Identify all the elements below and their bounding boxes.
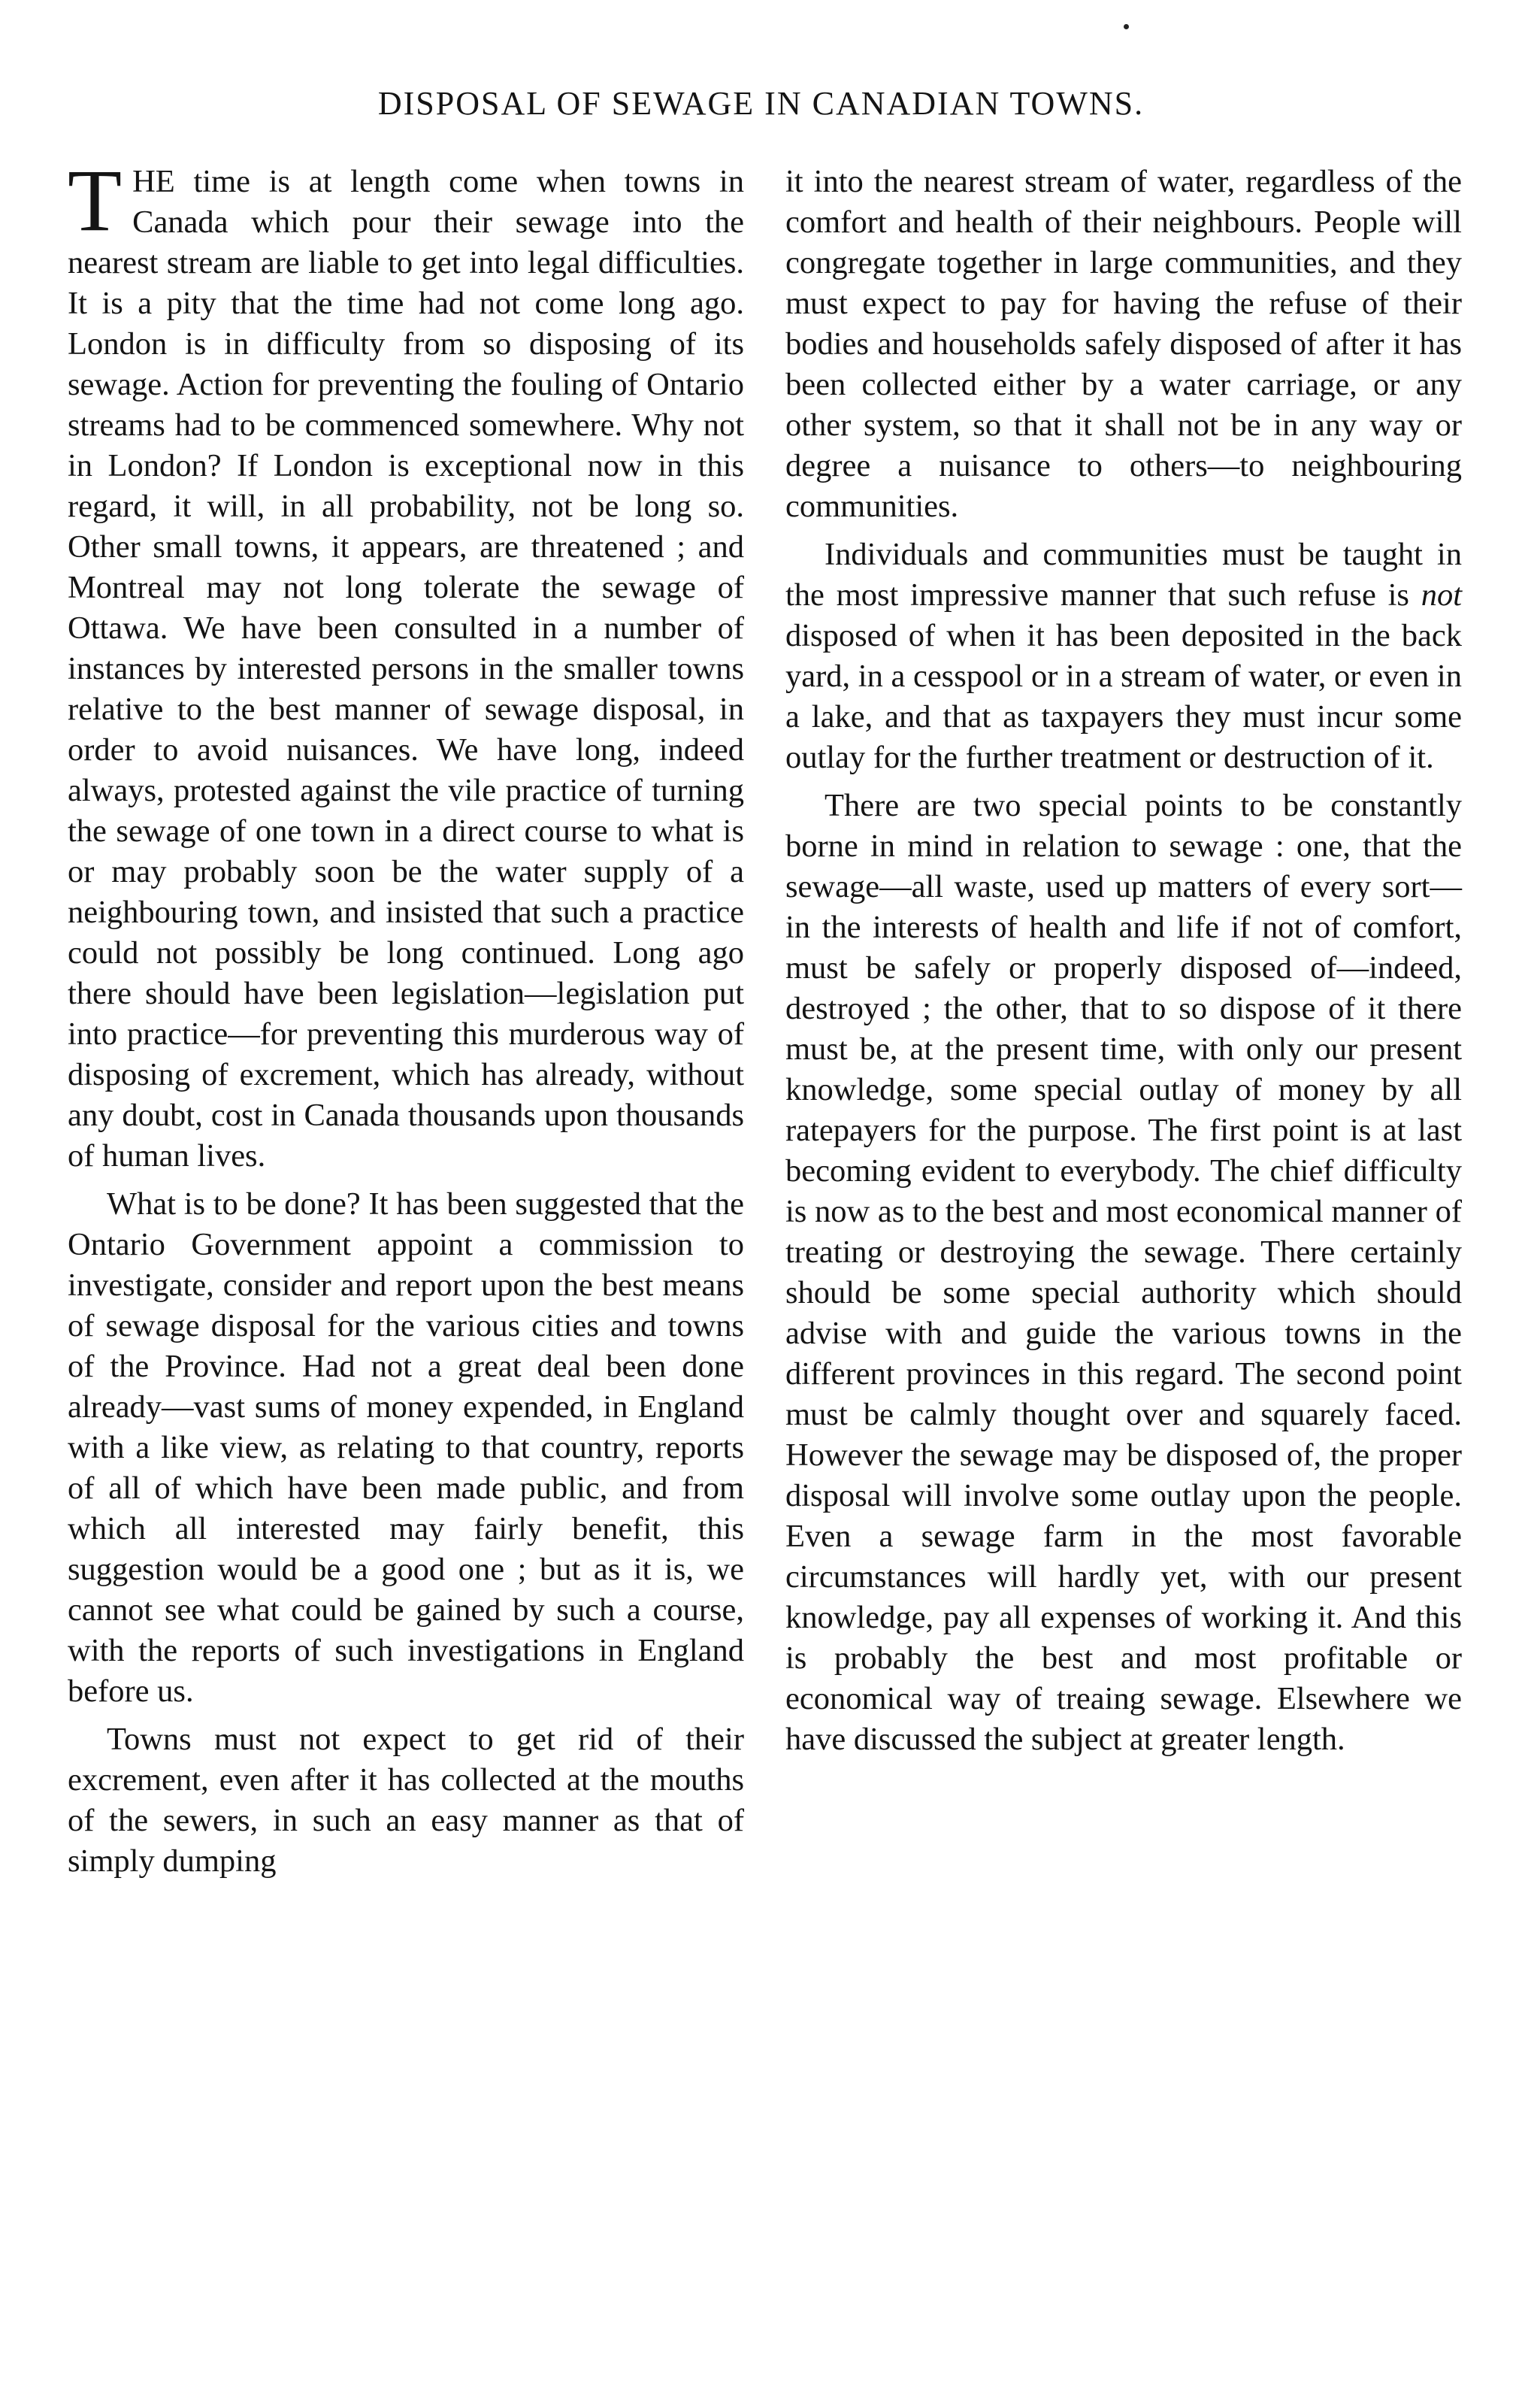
paragraph-4-text-before: Individuals and communities must be taught in the most impressive manner that such refuse is: [785, 537, 1462, 613]
paragraph-4: [785, 535, 1462, 778]
paragraph-3-start: Towns must not expect to get rid of their excrement, even after it has collected at the mouths of the sewers, in such an easy manner as that of simply dumping: [68, 1722, 744, 1879]
paragraph-2: What is to be done? It has been suggested that the Ontario Government appoint a commission to investigate, consider and report upon the best means of sewage disposal for the various cities and towns of the Province. Had not a great deal been done already—vast sums of money expended, in England with a like view, as relating to that country, reports of all of which have been made public, and from which all interested may fairly benefit, this suggestion would be a good one ; but as it is, we cannot see what could be gained by such a course, with the reports of such investigations in England before us.: [68, 1186, 744, 1709]
text-column-right: [785, 162, 1462, 1767]
article-title: DISPOSAL OF SEWAGE IN CANADIAN TOWNS.: [377, 85, 1145, 122]
paragraph-4-emphasis: not: [1421, 577, 1462, 613]
print-speck: [1124, 24, 1129, 29]
paragraph-4-text-after: disposed of when it has been deposited in the back yard, in a cesspool or in a stream of water, or even in a lake, and that as taxpayers they must incur some outlay for the further treatment or destruction of it.: [785, 618, 1462, 775]
paragraph-5: There are two special points to be constantly borne in mind in relation to sewage : one, that the sewage—all waste, used up matters of every sort—in the interests of health and life if not of comfort, must be safely or properly disposed of—indeed, destroyed ; the other, that to so dispose of it there must be, at the present time, with only our present knowledge, some special outlay of money by all ratepayers for the purpose. The first point is at last becoming evident to everybody. The chief difficulty is now as to the best and most economical manner of treating or destroying the sewage. There certainly should be some special authority which should advise with and guide the various towns in the different provinces in this regard. The second point must be calmly thought over and squarely faced. However the sewage may be disposed of, the proper disposal will involve some outlay upon the people. Even a sewage farm in the most favorable circumstances will hardly yet, with our present knowledge, pay all expenses of working it. And this is probably the best and most profitable or economical way of treaing sewage. Elsewhere we have discussed the subject at greater length.: [785, 788, 1462, 1757]
drop-cap: T: [68, 151, 123, 250]
opening-paragraph: [68, 151, 744, 1177]
paragraph-1-text: HE time is at length come when towns in Canada which pour their sewage into the nearest stream are liable to get into legal difficulties. It is a pity that the time had not come long ago. London is in difficulty from so disposing of its sewage. Action for preventing the fouling of Ontario streams had to be commenced somewhere. Why not in London? If London is exceptional now in this regard, it will, in all probability, not be long so. Other small towns, it appears, are threatened ; and Montreal may not long tolerate the sewage of Ottawa. We have been consulted in a number of instances by interested persons in the smaller towns relative to the best manner of sewage disposal, in order to avoid nuisances. We have long, indeed always, protested against the vile practice of turning the sewage of one town in a direct course to what is or may probably soon be the water supply of a neighbouring town, and insisted that such a practice could not possibly be long continued. Long ago there should have been legislation—legislation put into practice—for preventing this murderous way of disposing of excrement, which has already, without any doubt, cost in Canada thousands upon thousands of human lives.: [68, 164, 744, 1174]
paragraph-3-continued: it into the nearest stream of water, regardless of the comfort and health of their neighbours. People will congregate together in large communities, and they must expect to pay for having the refuse of their bodies and households safely disposed of after it has been collected either by a water carriage, or any other system, so that it shall not be in any way or degree a nuisance to others—to neighbouring communities.: [785, 164, 1462, 524]
text-column-left: [68, 151, 744, 1889]
